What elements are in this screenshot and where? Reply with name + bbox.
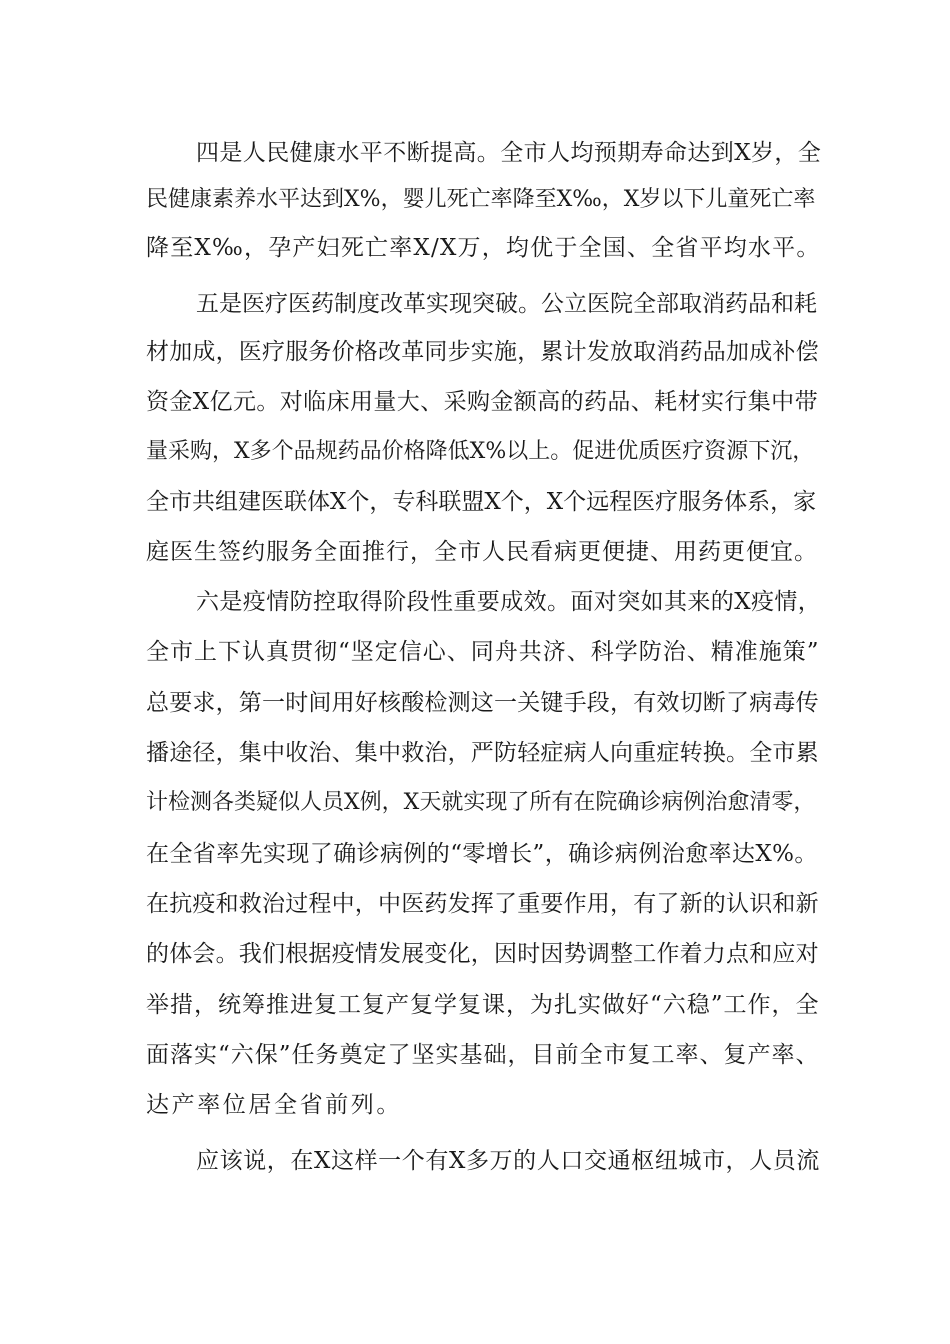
text-line: 全市共组建医联体X个，专科联盟X个，X个远程医疗服务体系，家 — [146, 489, 817, 515]
text-line: 庭医生签约服务全面推行，全市人民看病更便捷、用药更便宜。 — [146, 539, 818, 565]
text-line: 六是疫情防控取得阶段性重要成效。面对突如其来的X疫情， — [196, 589, 822, 615]
text-line: 在全省率先实现了确诊病例的“零增长”，确诊病例治愈率达X%。 — [146, 841, 818, 867]
text-line: 量采购，X多个品规药品价格降低X%以上。促进优质医疗资源下沉， — [146, 439, 815, 464]
text-line: 四是人民健康水平不断提高。全市人均预期寿命达到X岁，全 — [196, 140, 822, 166]
text-line: 民健康素养水平达到X%，婴儿死亡率降至X‰，X岁以下儿童死亡率 — [146, 187, 816, 212]
text-line: 资金X亿元。对临床用量大、采购金额高的药品、耗材实行集中带 — [146, 389, 818, 415]
text-line: 计检测各类疑似人员X例，X天就实现了所有在院确诊病例治愈清零， — [146, 790, 816, 815]
text-line: 举措，统筹推进复工复产复学复课，为扎实做好“六稳”工作，全 — [146, 992, 820, 1018]
text-line: 在抗疫和救治过程中，中医药发挥了重要作用，有了新的认识和新 — [146, 891, 819, 917]
text-line: 总要求，第一时间用好核酸检测这一关键手段，有效切断了病毒传 — [146, 690, 819, 716]
text-line: 达产率位居全省前列。 — [146, 1092, 402, 1118]
text-line: 的体会。我们根据疫情发展变化，因时因势调整工作着力点和应对 — [146, 941, 819, 967]
text-line: 播途径，集中收治、集中救治，严防轻症病人向重症转换。全市累 — [146, 740, 819, 766]
text-line: 降至X‰，孕产妇死亡率X/X万，均优于全国、全省平均水平。 — [146, 235, 821, 261]
text-line: 应该说，在X这样一个有X多万的人口交通枢纽城市，人员流 — [196, 1148, 820, 1174]
text-line: 材加成，医疗服务价格改革同步实施，累计发放取消药品加成补偿 — [146, 339, 819, 365]
text-line: 五是医疗医药制度改革实现突破。公立医院全部取消药品和耗 — [196, 291, 817, 317]
text-line: 面落实“六保”任务奠定了坚实基础，目前全市复工率、复产率、 — [146, 1042, 820, 1068]
text-line: 全市上下认真贯彻“坚定信心、同舟共济、科学防治、精准施策” — [146, 639, 820, 665]
